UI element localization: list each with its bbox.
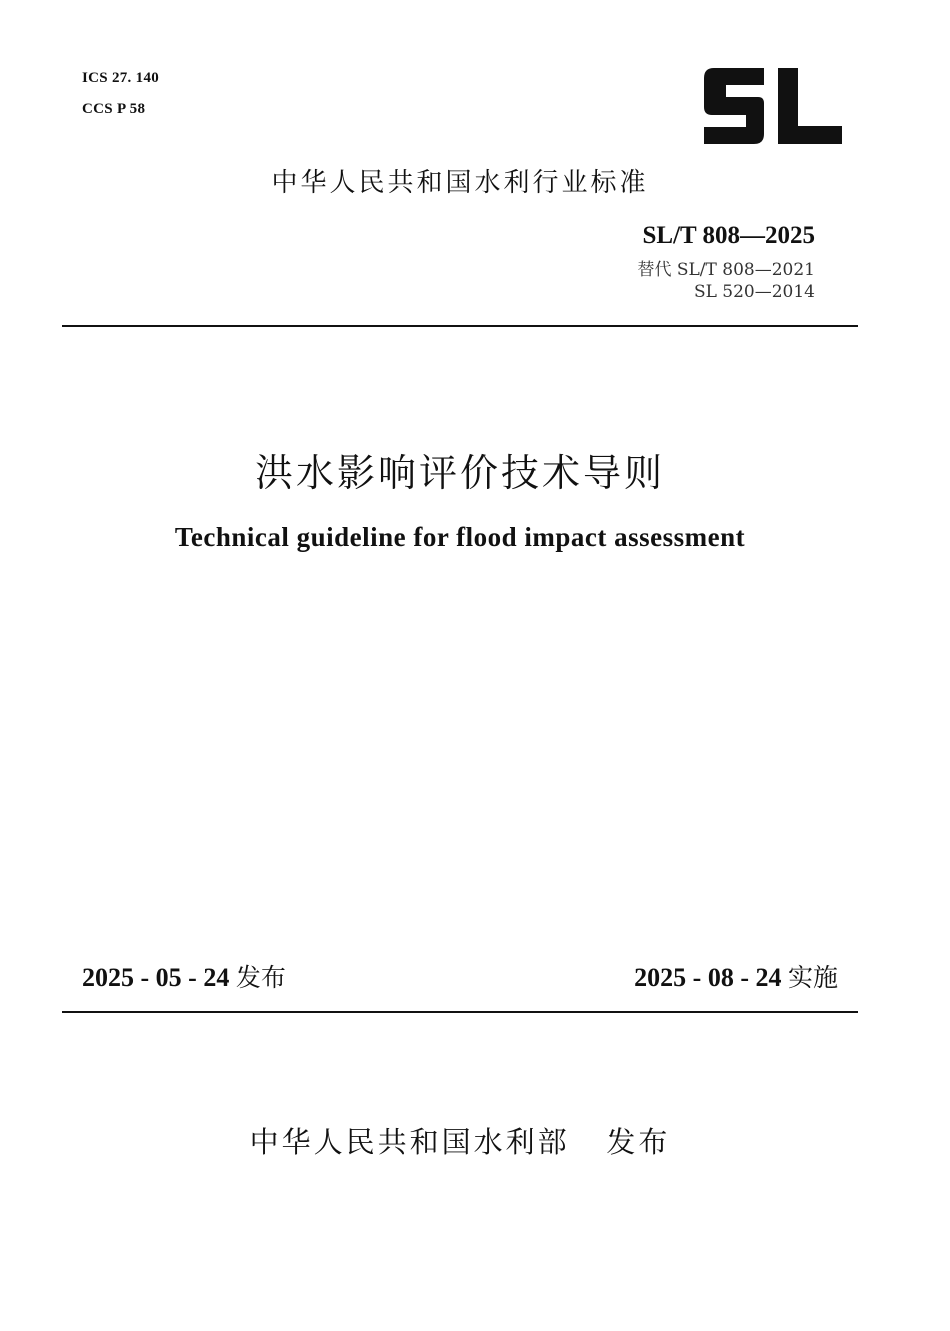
sl-logo bbox=[702, 68, 842, 144]
logo-letter-l bbox=[778, 68, 842, 144]
replaces-line-1: 替代 SL/T 808—2021 bbox=[637, 260, 815, 280]
standard-code: SL/T 808—2025 bbox=[642, 222, 815, 249]
document-title-chinese: 洪水影响评价技术导则 bbox=[254, 451, 665, 495]
logo-letter-s bbox=[704, 68, 764, 144]
implementation-date bbox=[634, 958, 838, 994]
implementation-date-value: 2025 - 08 - 24 bbox=[634, 963, 782, 992]
issue-date-label: 发布 bbox=[235, 963, 286, 992]
replaces-line-2: SL 520—2014 bbox=[693, 282, 815, 302]
industry-standard-title: 中华人民共和国水利行业标准 bbox=[271, 168, 649, 198]
issue-date bbox=[82, 958, 286, 994]
ccs-code: CCS P 58 bbox=[82, 101, 146, 117]
ics-code: ICS 27. 140 bbox=[82, 70, 160, 86]
issue-date-value: 2025 - 05 - 24 bbox=[82, 963, 230, 992]
implementation-date-label: 实施 bbox=[787, 963, 838, 992]
bottom-divider bbox=[62, 1011, 858, 1013]
document-title-english: Technical guideline for flood impact assessment bbox=[174, 522, 746, 552]
publisher: 中华人民共和国水利部 发布 bbox=[249, 1125, 671, 1159]
top-divider bbox=[62, 325, 858, 327]
